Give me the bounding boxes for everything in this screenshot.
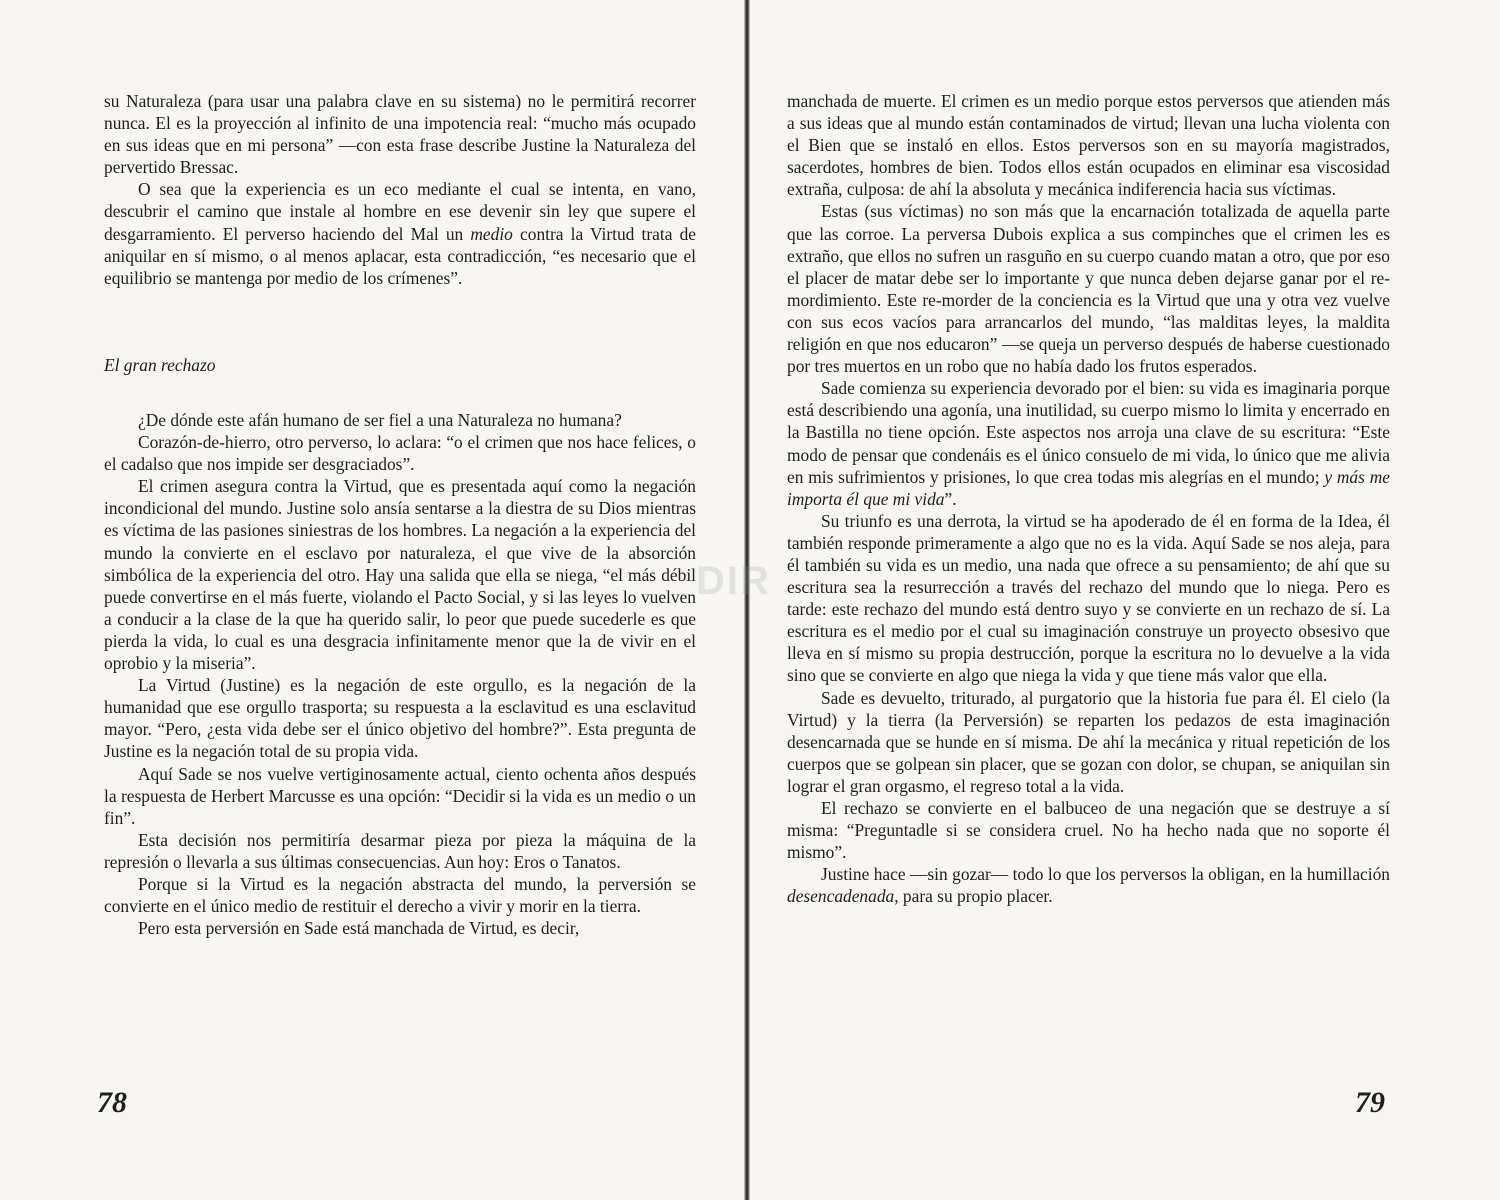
paragraph [104, 178, 696, 288]
paragraph: La Virtud (Justine) es la negación de este orgullo, es la negación de la humanidad que ese orgullo trasporta; su respuesta a la esclavitud es una esclavitud mayor. “Pero, ¿esta vida debe ser el único objetivo del hombre?”. Esta pregunta de Justine es la negación total de su propia vida. [104, 675, 696, 762]
paragraph: Esta decisión nos permitiría desarmar pieza por pieza la máquina de la represión o llevarla a sus últimas consecuencias. Aun hoy: Eros o Tanatos. [104, 829, 696, 872]
paragraph-text: ”. [944, 488, 957, 509]
paragraph: manchada de muerte. El crimen es un medio porque estos perversos que atienden más a sus ideas que al mundo están contaminados de virtud; llevan una lucha violenta con el Bien que se instaló en ellos. Estos perversos son en su mayoría magistrados, sacerdotes, hombres de bien. Todos ellos están ocupados en eliminar esa viscosidad extraña, culposa: de ahí la absoluta y mecánica indiferencia hacia sus víctimas. [787, 91, 1390, 200]
emphasis: y más me importa él que mi vida [787, 466, 1390, 509]
emphasis: desencadenada [787, 886, 895, 907]
paragraph-text: , para su propio placer. [894, 886, 1053, 907]
right-main-text [787, 90, 1390, 907]
paragraph [787, 863, 1390, 907]
paragraph: Pero esta perversión en Sade está manchada de Virtud, es decir, [138, 918, 580, 939]
emphasis: medio [470, 223, 513, 244]
page-number-left: 78 [97, 1086, 127, 1119]
paragraph-text: contra la Virtud trata de aniquilar en sí mismo, o al menos aplacar, esta contradicción, “es necesario que el equilibrio se mantenga por medio de los crímenes”. [104, 223, 696, 288]
page-number-right: 79 [1355, 1086, 1385, 1119]
paragraph: Sade es devuelto, triturado, al purgatorio que la historia fue para él. El cielo (la Virtud) y la tierra (la Perversión) se reparten los pedazos de esta imaginación desencarnada que se hunde en sí misma. De ahí la mecánica y ritual repetición de los cuerpos que se golpean sin placer, que se gozan con dolor, se chupan, se aniquilan sin lograr el gran orgasmo, el regreso total a la vida. [787, 687, 1390, 796]
left-main-text [104, 409, 696, 939]
paragraph: Estas (sus víctimas) no son más que la encarnación totalizada de aquella parte que las corroe. La perversa Dubois explica a sus compinches que el crimen les es extraño, que ellos no sufren un rasguño en su cuerpo cuando matan a otro, que por eso el placer de matar debe ser lo importante y que nunca deben dejarse ganar por el re-mordimiento. Este re-morder de la conciencia es la Virtud que una y otra vez vuelve con sus ecos vacíos para arrancarlos del mundo, “las malditas leyes, la maldita religión en que nos educaron” —se queja un perverso después de haberse cuestionado por tres muertos en un robo que no había dado los frutos esperados. [787, 201, 1390, 377]
svg-text:DIR: DIR [696, 559, 771, 603]
paragraph: Su triunfo es una derrota, la virtud se ha apoderado de él en forma de la Idea, él también responde primeramente a algo que no es la vida. Aquí Sade se nos aleja, para él también su vida es un medio, una nada que ofrece a su pensamiento; de ahí que su escritura sea la resurrección a través del rechazo del mundo que lo niega. Pero es tarde: este rechazo del mundo está dentro suyo y se convierte en un rechazo de sí. La escritura es el medio por el cual su imaginación construye un proyecto obsesivo que lleva en sí mismo su propia destrucción, porque la escritura no lo devuelve a la vida sino que se convierte en algo que niega la vida y que tiene más valor que ella. [787, 510, 1390, 686]
paragraph-text: Justine hace —sin gozar— todo lo que los perversos la obligan, en la humillación [821, 864, 1390, 885]
paragraph-text: Sade comienza su experiencia devorado por el bien: su vida es imaginaria porque está describiendo una agonía, una inutilidad, su cuerpo mismo lo limita y encerrado en la Bastilla no tiene opción. Este aspectos nos arroja una clave de su escritura: “Este modo de pensar que condenáis es el único consuelo de mi vida, lo único que me alivia en mis sufrimientos y prisiones, lo que crea todas mis alegrías en el mundo; [787, 378, 1390, 487]
paragraph: Porque si la Virtud es la negación abstracta del mundo, la perversión se convierte en el único medio de restituir el derecho a vivir y morir en la tierra. [104, 873, 696, 917]
paragraph: Corazón-de-hierro, otro perverso, lo aclara: “o el crimen que nos hace felices, o el cadalso que nos impide ser desgraciados”. [104, 432, 696, 475]
page-left [0, 0, 744, 1200]
left-top-text [104, 90, 696, 289]
paragraph: Aquí Sade se nos vuelve vertiginosamente actual, ciento ochenta años después la respuesta de Herbert Marcusse es una opción: “Decidir si la vida es un medio o un fin”. [104, 763, 696, 828]
paragraph: El crimen asegura contra la Virtud, que es presentada aquí como la negación incondicional del mundo. Justine solo ansía sentarse a la diestra de su Dios mientras es víctima de las pasiones siniestras de los hombres. La negación a la experiencia del mundo la convierte en el esclavo por naturaleza, el que vive de la absorción simbólica de la experiencia del otro. Hay una salida que ella se niega, “el más débil puede convertirse en el más fuerte, violando el Pacto Social, y si las leyes lo vuelven a conducir a la clase de la que ha querido salir, lo peor que puede sucederle es que pierda la vida, lo cual es una desgracia infinitamente menor que la de vivir en el oprobio y la miseria”. [104, 476, 696, 674]
paragraph-text: O sea que la experiencia es un eco mediante el cual se intenta, en vano, descubrir el camino que instale al hombre en ese devenir sin ley que supere el desgarramiento. El perverso haciendo del Mal un [104, 179, 696, 244]
paragraph [787, 377, 1390, 510]
paragraph: su Naturaleza (para usar una palabra clave en su sistema) no le permitirá recorrer nunca. El es la proyección al infinito de una impotencia real: “mucho más ocupado en sus ideas que en mi persona” —con esta frase describe Justine la Naturaleza del pervertido Bressac. [104, 91, 696, 178]
section-title: El gran rechazo [104, 355, 216, 375]
page-right [750, 0, 1500, 1200]
paragraph: El rechazo se convierte en el balbuceo de una negación que se destruye a sí misma: “Preguntadle si se considera cruel. No ha hecho nada que no soporte él mismo”. [787, 798, 1390, 863]
paragraph: ¿De dónde este afán humano de ser fiel a una Naturaleza no humana? [138, 410, 622, 430]
